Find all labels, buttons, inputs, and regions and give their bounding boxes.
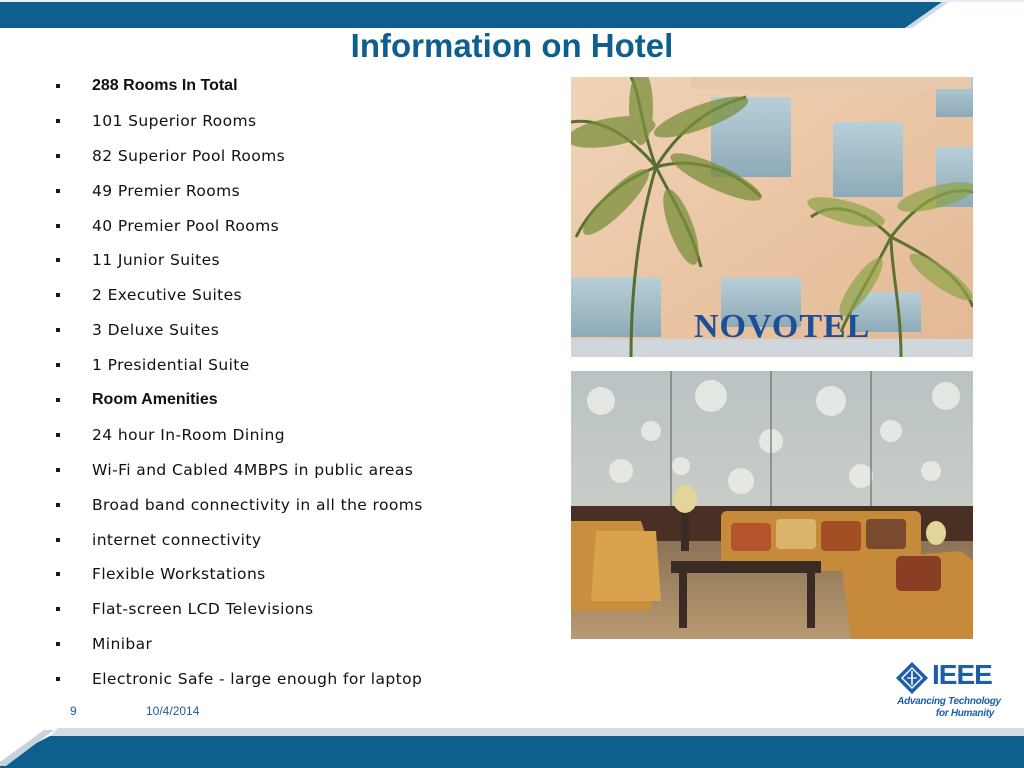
bullet-text: 82 Superior Pool Rooms xyxy=(92,146,286,165)
bullet-marker-icon xyxy=(56,607,60,611)
bullet-item xyxy=(56,492,423,527)
bullet-item xyxy=(56,73,423,108)
bullet-item xyxy=(56,178,423,213)
novotel-sign: NOVOTEL xyxy=(694,308,871,345)
bullet-marker-icon xyxy=(56,154,60,158)
bullet-text: 288 Rooms In Total xyxy=(92,77,238,94)
bullet-item xyxy=(56,317,423,352)
bullet-item xyxy=(56,108,423,143)
bullet-text: Room Amenities xyxy=(92,391,218,409)
bullet-item xyxy=(56,631,423,666)
bullet-marker-icon xyxy=(56,189,60,193)
bullet-text: 2 Executive Suites xyxy=(92,286,243,305)
bullet-marker-icon xyxy=(56,398,60,402)
bullet-text: 49 Premier Rooms xyxy=(92,181,241,200)
hotel-exterior-photo xyxy=(571,77,973,357)
bullet-text: 11 Junior Suites xyxy=(92,251,221,270)
bullet-item xyxy=(56,387,423,422)
slide-date: 10/4/2014 xyxy=(146,704,200,718)
ieee-tagline-line2: for Humanity xyxy=(935,708,994,719)
bullet-marker-icon xyxy=(56,572,60,576)
bullet-text: 40 Premier Pool Rooms xyxy=(92,216,280,235)
bullet-text: Broad band connectivity in all the rooms xyxy=(92,495,423,514)
bullet-text: Flexible Workstations xyxy=(92,565,266,584)
bullet-text: Flat-screen LCD Televisions xyxy=(92,600,314,619)
bullet-marker-icon xyxy=(56,468,60,472)
bottom-banner-band xyxy=(0,728,1024,768)
ieee-wordmark: IEEE xyxy=(932,659,992,690)
slide-number: 9 xyxy=(70,704,77,718)
bullet-text: internet connectivity xyxy=(92,530,262,549)
bullet-marker-icon xyxy=(56,677,60,681)
bullet-marker-icon xyxy=(56,224,60,228)
bullet-item xyxy=(56,422,423,457)
ieee-logo xyxy=(892,658,1004,722)
bullet-marker-icon xyxy=(56,328,60,332)
hotel-info-list xyxy=(56,73,423,701)
bullet-marker-icon xyxy=(56,363,60,367)
bullet-text: 101 Superior Rooms xyxy=(92,111,257,130)
bullet-text: 24 hour In-Room Dining xyxy=(92,425,285,444)
bullet-marker-icon xyxy=(56,258,60,262)
bullet-marker-icon xyxy=(56,503,60,507)
bullet-item xyxy=(56,527,423,562)
ieee-tagline-line1: Advancing Technology xyxy=(897,696,1001,707)
bullet-text: 1 Presidential Suite xyxy=(92,356,250,375)
bullet-item xyxy=(56,247,423,282)
bullet-item xyxy=(56,352,423,387)
bullet-item xyxy=(56,666,423,701)
bullet-text: Wi-Fi and Cabled 4MBPS in public areas xyxy=(92,460,414,479)
bullet-text: Electronic Safe - large enough for laptop xyxy=(92,670,423,689)
hotel-lobby-photo xyxy=(571,371,973,639)
bullet-text: 3 Deluxe Suites xyxy=(92,321,220,340)
bullet-marker-icon xyxy=(56,293,60,297)
bullet-item xyxy=(56,457,423,492)
bullet-item xyxy=(56,213,423,248)
bullet-marker-icon xyxy=(56,84,60,88)
bullet-marker-icon xyxy=(56,119,60,123)
bullet-marker-icon xyxy=(56,538,60,542)
bullet-text: Minibar xyxy=(92,635,153,654)
bullet-item xyxy=(56,561,423,596)
ieee-diamond-icon xyxy=(895,661,929,695)
bullet-item xyxy=(56,143,423,178)
bullet-marker-icon xyxy=(56,642,60,646)
bullet-marker-icon xyxy=(56,433,60,437)
bullet-item xyxy=(56,282,423,317)
slide-title: Information on Hotel xyxy=(350,27,674,64)
bullet-item xyxy=(56,596,423,631)
